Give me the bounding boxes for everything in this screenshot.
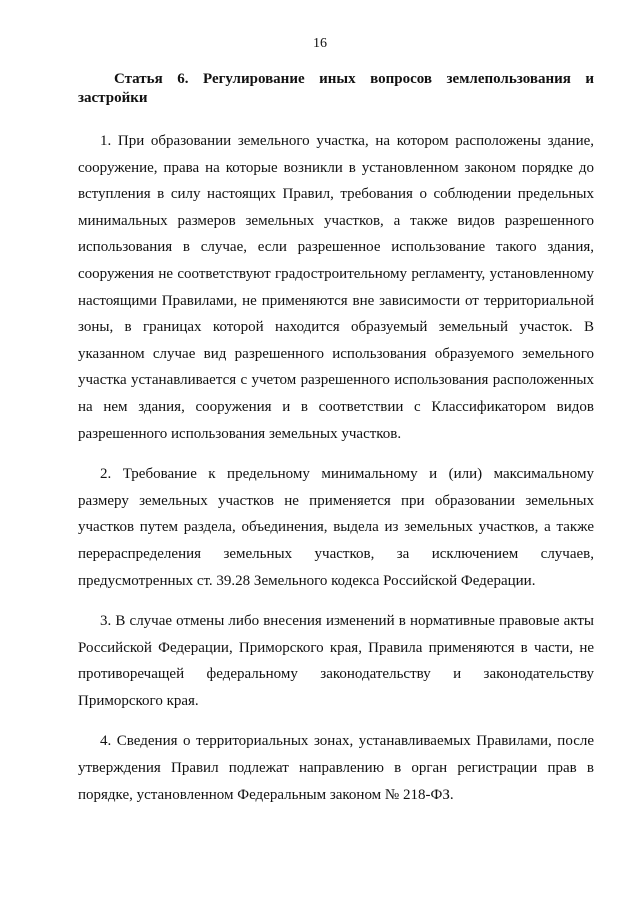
paragraph-3: 3. В случае отмены либо внесения изменений в нормативные правовые акты Российской Федерации, Приморского края, Правила применяются в части, не противоречащей федеральному законодательству и законодательству Приморского края. xyxy=(78,613,594,709)
paragraph-1: 1. При образовании земельного участка, на котором расположены здание, сооружение, права на которые возникли в установленном законом порядке до вступления в силу настоящих Правил, требования о соблюдении предельных минимальных размеров земельных участков, а также видов разрешенного использования в случае, если разрешенное использование такого здания, сооружения не соответствуют градостроительному регламенту, установленному настоящими Правилами, не применяются вне зависимости от территориальной зоны, в границах которой находится образуемый земельный участок. В указанном случае вид разрешенного использования образуемого земельного участка устанавливается с учетом разрешенного использования расположенных на нем здания, сооружения и в соответствии с Классификатором видов разрешенного использования земельных участков. xyxy=(78,133,594,442)
paragraph-2: 2. Требование к предельному минимальному и (или) максимальному размеру земельных участков не применяется при образовании земельных участков путем раздела, объединения, выдела из земельных участков, а также перераспределения земельных участков, за исключением случаев, предусмотренных ст. 39.28 Земельного кодекса Российской Федерации. xyxy=(78,466,594,589)
article-title: Статья 6. Регулирование иных вопросов землепользования и застройки xyxy=(78,71,594,106)
document-body xyxy=(78,70,594,822)
paragraph-4: 4. Сведения о территориальных зонах, устанавливаемых Правилами, после утверждения Правил подлежат направлению в орган регистрации прав в порядке, установленном Федеральным законом № 218-ФЗ. xyxy=(78,733,594,803)
page-number: 16 xyxy=(313,36,327,51)
